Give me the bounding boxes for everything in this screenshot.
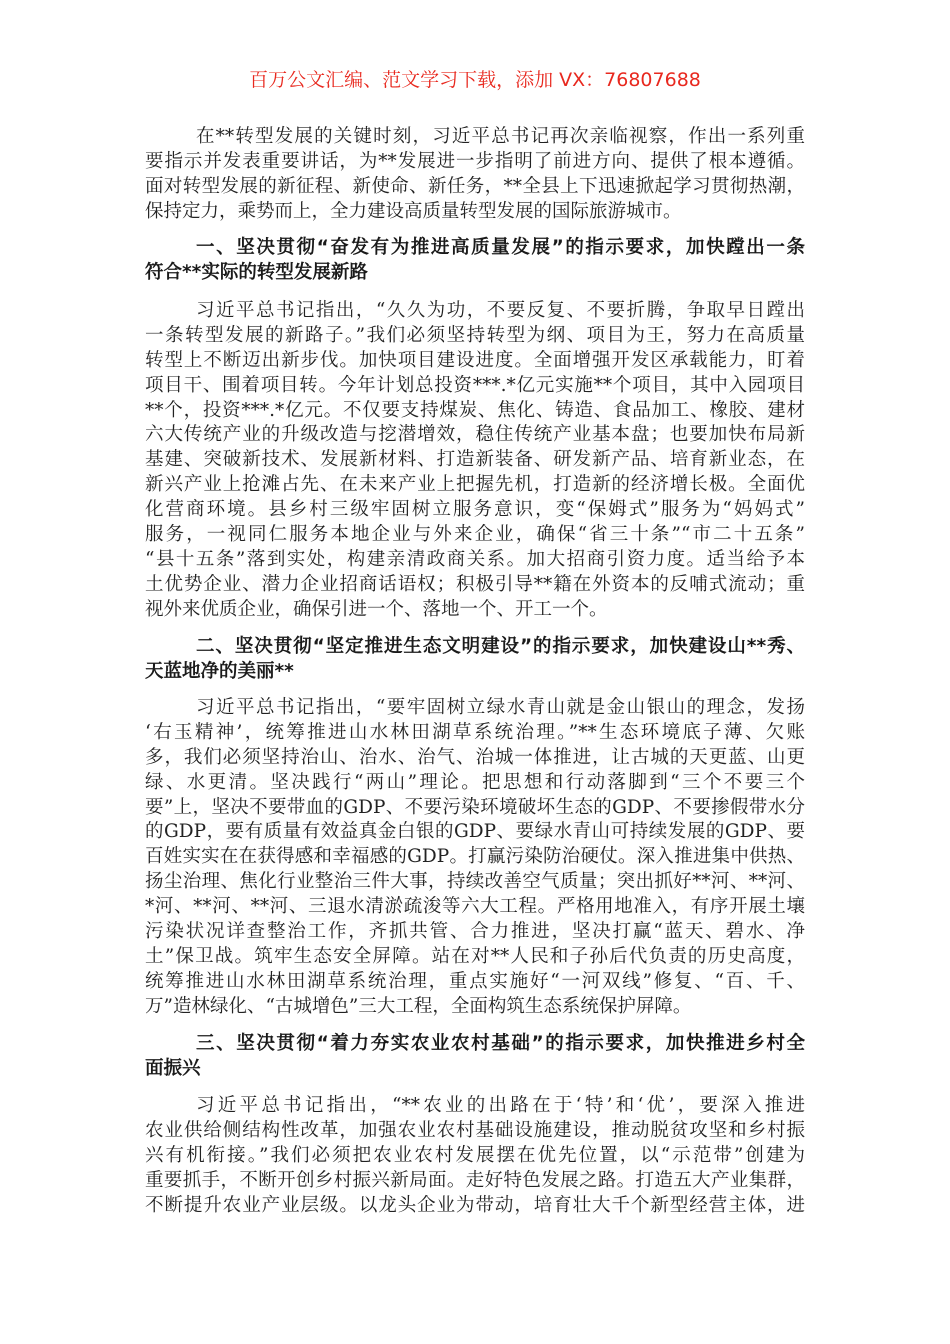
- text-line: 六大传统产业的升级改造与挖潜增效，稳住传统产业基本盘；也要加快布局新: [145, 424, 805, 446]
- text-line: 视外来优质企业，确保引进一个、落地一个、开工一个。: [145, 598, 608, 620]
- text-line: 在**转型发展的关键时刻，习近平总书记再次亲临视察，作出一系列重: [196, 126, 805, 147]
- text-line: 转型上不断迈出新步伐。加快项目建设进度。全面增强开发区承载能力，盯着: [145, 349, 805, 371]
- text-line: 一条转型发展的新路子。”我们必须坚持转型为纲、项目为王，努力在高质量: [145, 324, 805, 346]
- text-line: 的GDP，要有质量有效益真金白银的GDP、要绿水青山可持续发展的GDP、要: [145, 821, 805, 843]
- text-line: 基建、突破新技术、发展新材料、打造新装备、研发新产品、培育新业态，在: [145, 449, 805, 471]
- text-line: 兴有机衔接。”我们必须把农业农村发展摆在优先位置，以“示范带”创建为: [145, 1144, 805, 1166]
- text-line: 服务，一视同仁服务本地企业与外来企业，确保“省三十条”“市二十五条”: [145, 524, 805, 546]
- text-line: 万”造林绿化、“古城增色”三大工程，全面构筑生态系统保护屏障。: [145, 995, 692, 1017]
- text-line: **个，投资***.*亿元。不仅要支持煤炭、焦化、铸造、食品加工、橡胶、建材: [145, 399, 805, 421]
- section-heading: [145, 635, 805, 685]
- text-line: 化营商环境。县乡村三级牢固树立服务意识，变“保姆式”服务为“妈妈式”: [145, 499, 805, 521]
- text-line: 农业供给侧结构性改革，加强农业农村基础设施建设，推动脱贫攻坚和乡村振: [145, 1119, 805, 1141]
- text-line: ‘右玉精神’，统筹推进山水林田湖草系统治理。”**生态环境底子薄、欠账: [145, 721, 805, 743]
- paragraph: [145, 1094, 805, 1218]
- section-heading: [145, 1032, 805, 1082]
- text-line: 天蓝地净的美丽**: [145, 660, 294, 682]
- text-line: 扬尘治理、焦化行业整治三件大事，持续改善空气质量；突出抓好**河、**河、: [145, 871, 805, 893]
- paragraph: [145, 299, 805, 623]
- text-line: 三、坚决贯彻“着力夯实农业农村基础”的指示要求，加快推进乡村全: [196, 1033, 805, 1054]
- watermark-banner: 百万公文汇编、范文学习下载，添加 VX：76807688: [249, 69, 701, 91]
- text-line: 项目干、围着项目转。今年计划总投资***.*亿元实施**个项目，其中入园项目: [145, 374, 805, 396]
- text-line: 绿、水更清。坚决践行“两山”理论。把思想和行动落脚到“三个不要三个: [145, 771, 805, 793]
- text-line: 新兴产业上抢滩占先、在未来产业上把握先机，打造新的经济增长极。全面优: [145, 474, 805, 496]
- text-line: 统筹推进山水林田湖草系统治理，重点实施好“一河双线”修复、“百、千、: [145, 970, 805, 992]
- text-line: 面对转型发展的新征程、新使命、新任务，**全县上下迅速掀起学习贯彻热潮，: [145, 175, 805, 197]
- text-line: 重要抓手，不断开创乡村振兴新局面。走好特色发展之路。打造五大产业集群，: [145, 1169, 805, 1191]
- paragraph: [145, 125, 805, 225]
- text-line: 要”上，坚决不要带血的GDP、不要污染环境破坏生态的GDP、不要掺假带水分: [145, 796, 805, 818]
- text-line: 二、坚决贯彻“坚定推进生态文明建设”的指示要求，加快建设山**秀、: [196, 636, 805, 657]
- text-line: *河、**河、**河、三退水清淤疏浚等六大工程。严格用地准入，有序开展土壤: [145, 896, 805, 918]
- text-line: 不断提升农业产业层级。以龙头企业为带动，培育壮大千个新型经营主体，进: [145, 1194, 805, 1216]
- text-line: 习近平总书记指出，“久久为功，不要反复、不要折腾，争取早日蹚出: [196, 300, 805, 321]
- text-line: 污染状况详查整治工作，齐抓共管、合力推进，坚决打赢“蓝天、碧水、净: [145, 921, 805, 943]
- text-line: “县十五条”落到实处，构建亲清政商关系。加大招商引资力度。适当给予本: [145, 548, 805, 570]
- text-line: 习近平总书记指出，“**农业的出路在于‘特’和‘优’，要深入推进: [196, 1095, 805, 1116]
- text-line: 土优势企业、潜力企业招商话语权；积极引导**籍在外资本的反哺式流动；重: [145, 573, 805, 595]
- text-line: 符合**实际的转型发展新路: [145, 261, 368, 283]
- text-line: 百姓实实在在获得感和幸福感的GDP。打赢污染防治硬仗。深入推进集中供热、: [145, 846, 805, 868]
- paragraph: [145, 696, 805, 1020]
- text-line: 面振兴: [145, 1057, 201, 1079]
- section-heading: [145, 236, 805, 286]
- text-line: 习近平总书记指出，“要牢固树立绿水青山就是金山银山的理念，发扬: [196, 697, 805, 718]
- text-line: 土”保卫战。筑牢生态安全屏障。站在对**人民和子孙后代负责的历史高度，: [145, 945, 805, 967]
- text-line: 保持定力，乘势而上，全力建设高质量转型发展的国际旅游城市。: [145, 200, 682, 222]
- text-line: 多，我们必须坚持治山、治水、治气、治城一体推进，让古城的天更蓝、山更: [145, 746, 805, 768]
- text-line: 要指示并发表重要讲话，为**发展进一步指明了前进方向、提供了根本遵循。: [145, 150, 805, 172]
- text-line: 一、坚决贯彻“奋发有为推进高质量发展”的指示要求，加快蹚出一条: [196, 237, 805, 258]
